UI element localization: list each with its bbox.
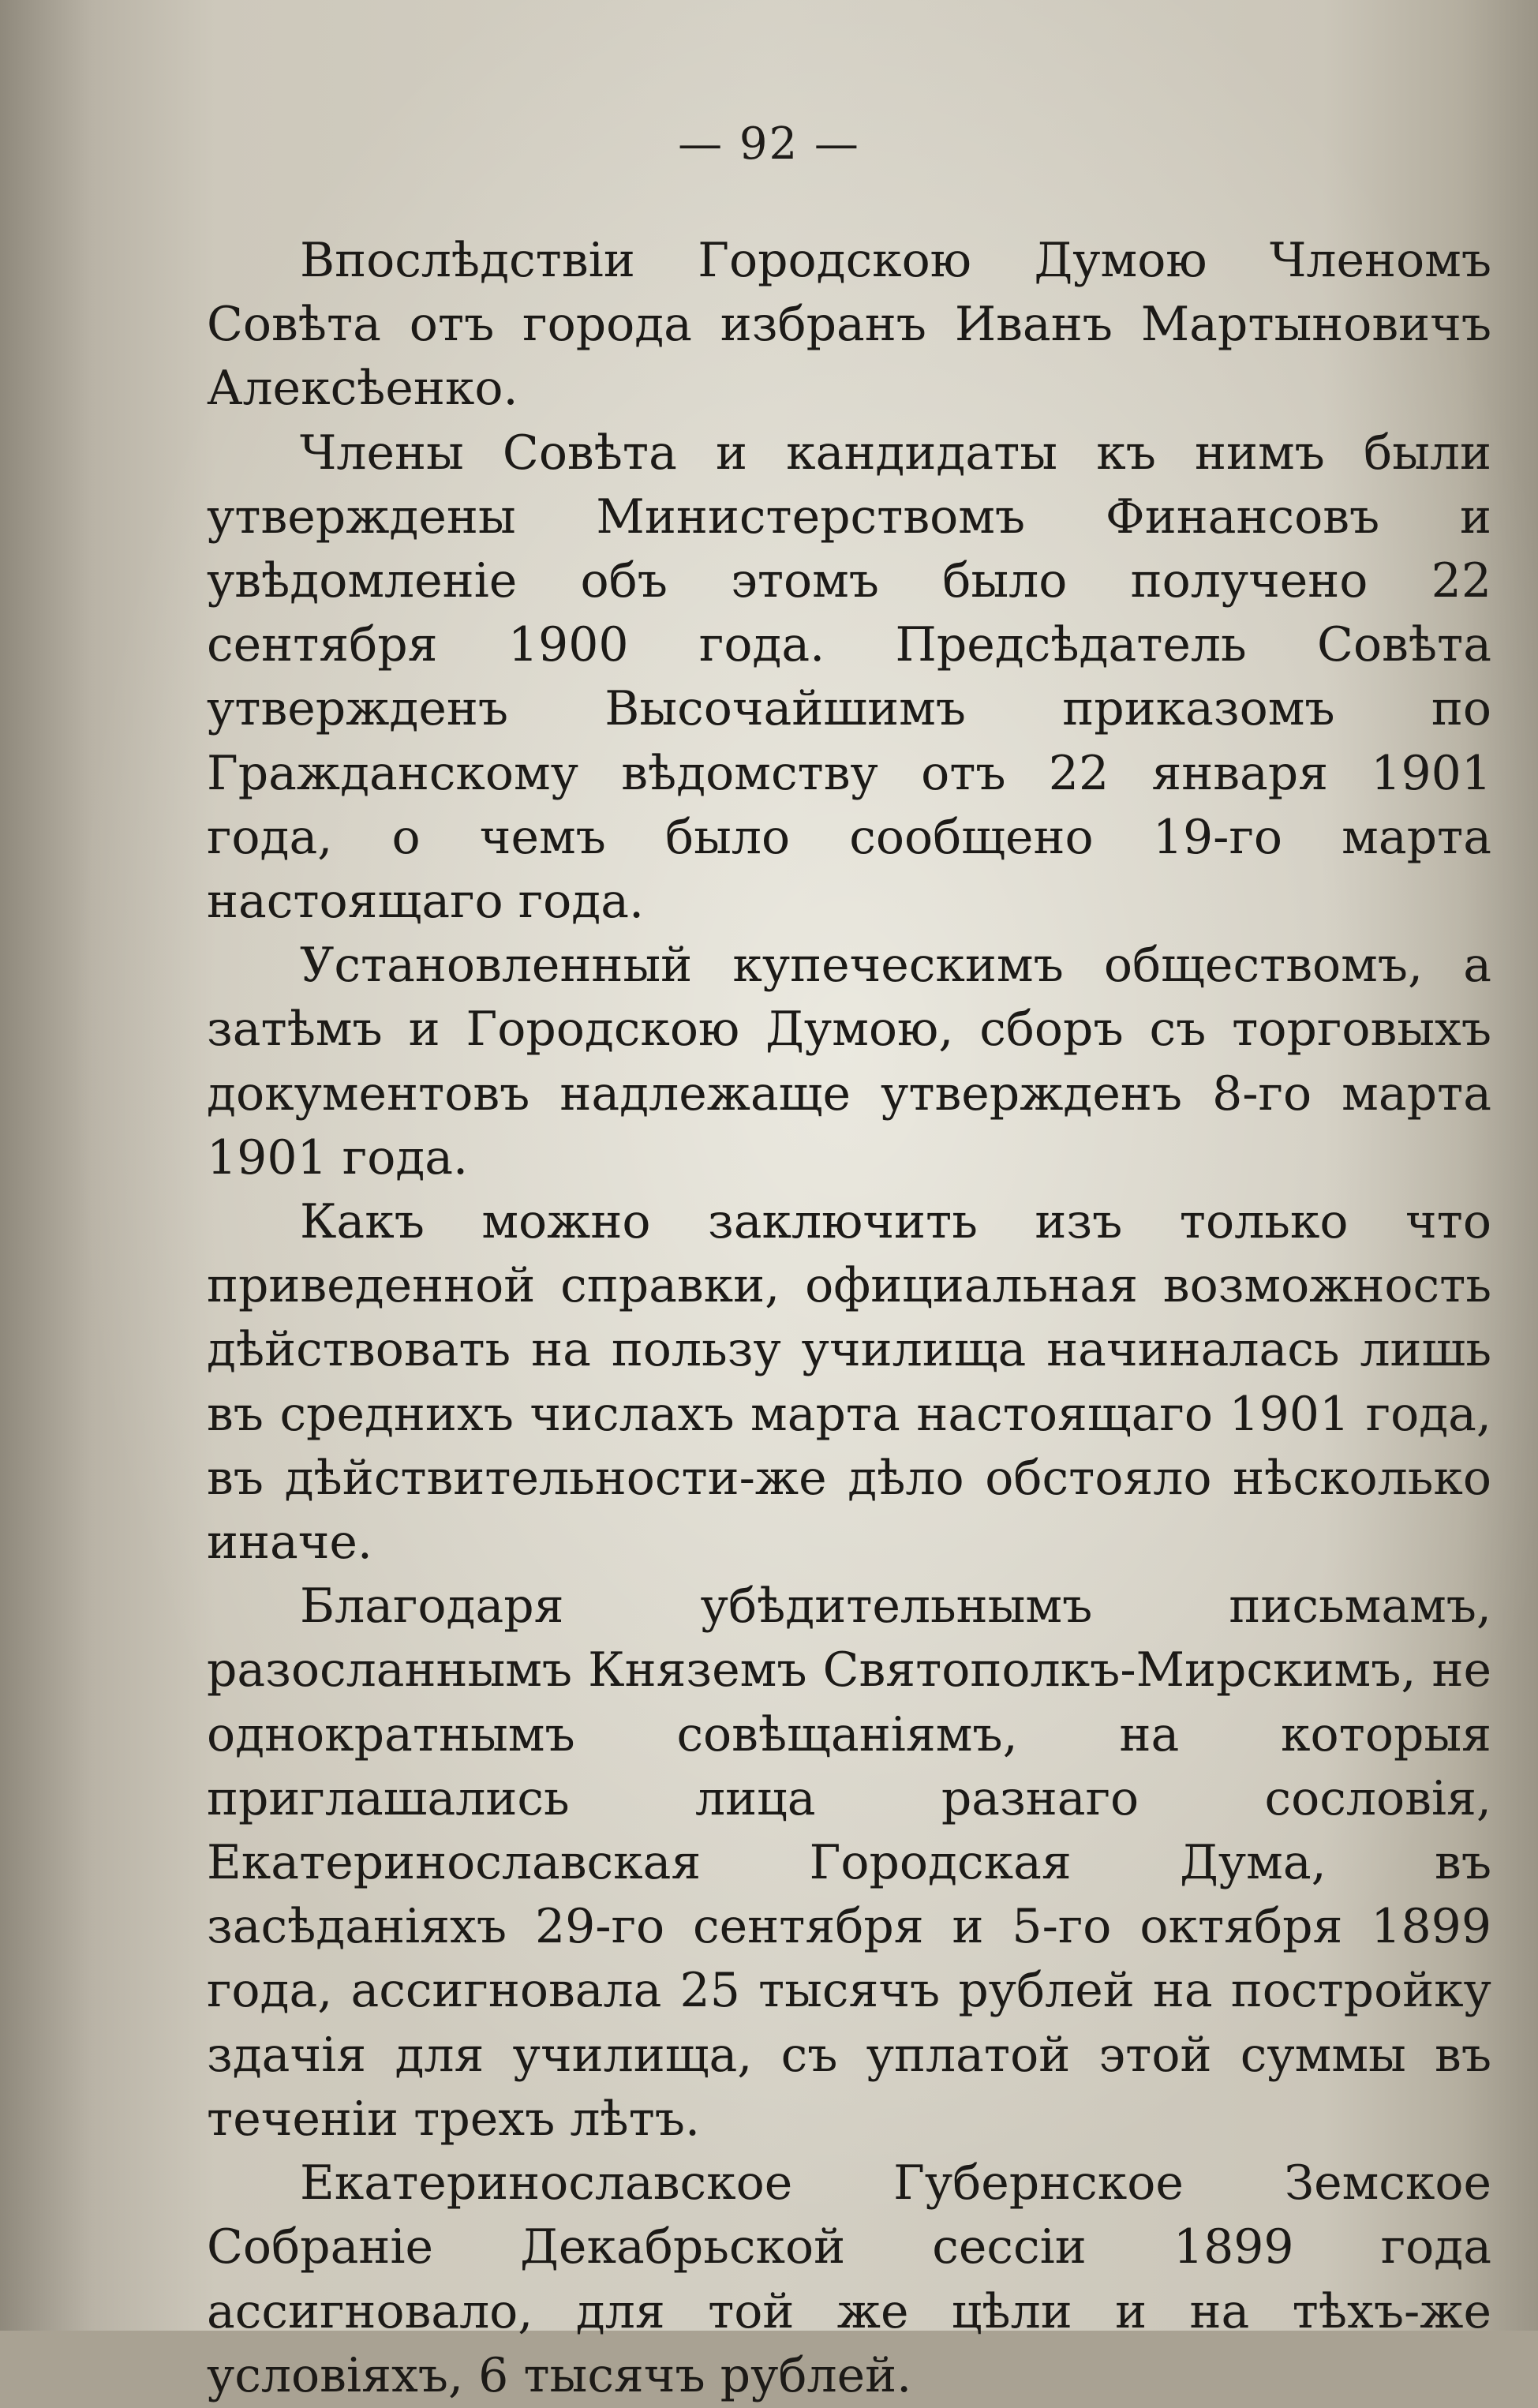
paragraph-4: Какъ можно заключить изъ только что приведенной справки, официальная возможность дѣйствовать на пользу училища начиналась лишь въ среднихъ числахъ марта настоящаго 1901 года, въ дѣйствительности-же дѣло обстояло нѣсколько иначе. [207, 1194, 1491, 1571]
paragraph-1: Впослѣдствіи Городскою Думою Членомъ Совѣта отъ города избранъ Иванъ Мартыновичъ Алексѣенко. [207, 233, 1491, 417]
page-number: — 92 — [678, 118, 860, 170]
paragraph-2: Члены Совѣта и кандидаты къ нимъ были утверждены Министерствомъ Финансовъ и увѣдомленіе объ этомъ было получено 22 сентября 1900 года. Предсѣдатель Совѣта утвержденъ Высочайшимъ приказомъ по Гражданскому вѣдомству отъ 22 января 1901 года, о чемъ было сообщено 19-го марта настоящаго года. [207, 425, 1491, 930]
paragraph-3: Установленный купеческимъ обществомъ, а затѣмъ и Городскою Думою, сборъ съ торговыхъ документовъ надлежаще утвержденъ 8-го марта 1901 года. [207, 938, 1491, 1185]
paragraph-5: Благодаря убѣдительнымъ письмамъ, разосланнымъ Княземъ Святополкъ-Мирскимъ, не однократнымъ совѣщаніямъ, на которыя приглашались лица разнаго сословія, Екатеринославская Городская Дума, въ засѣданіяхъ 29-го сентября и 5-го октября 1899 года, ассигновала 25 тысячъ рублей на постройку здачія для училища, съ уплатой этой суммы въ теченіи трехъ лѣтъ. [207, 1578, 1491, 2147]
paragraph-6: Екатеринославское Губернское Земское Собраніе Декабрьской сессіи 1899 года ассигновало, для той же цѣли и на тѣхъ-же условіяхъ, 6 тысячъ рублей. [207, 2155, 1491, 2403]
body-text [207, 229, 1491, 2408]
